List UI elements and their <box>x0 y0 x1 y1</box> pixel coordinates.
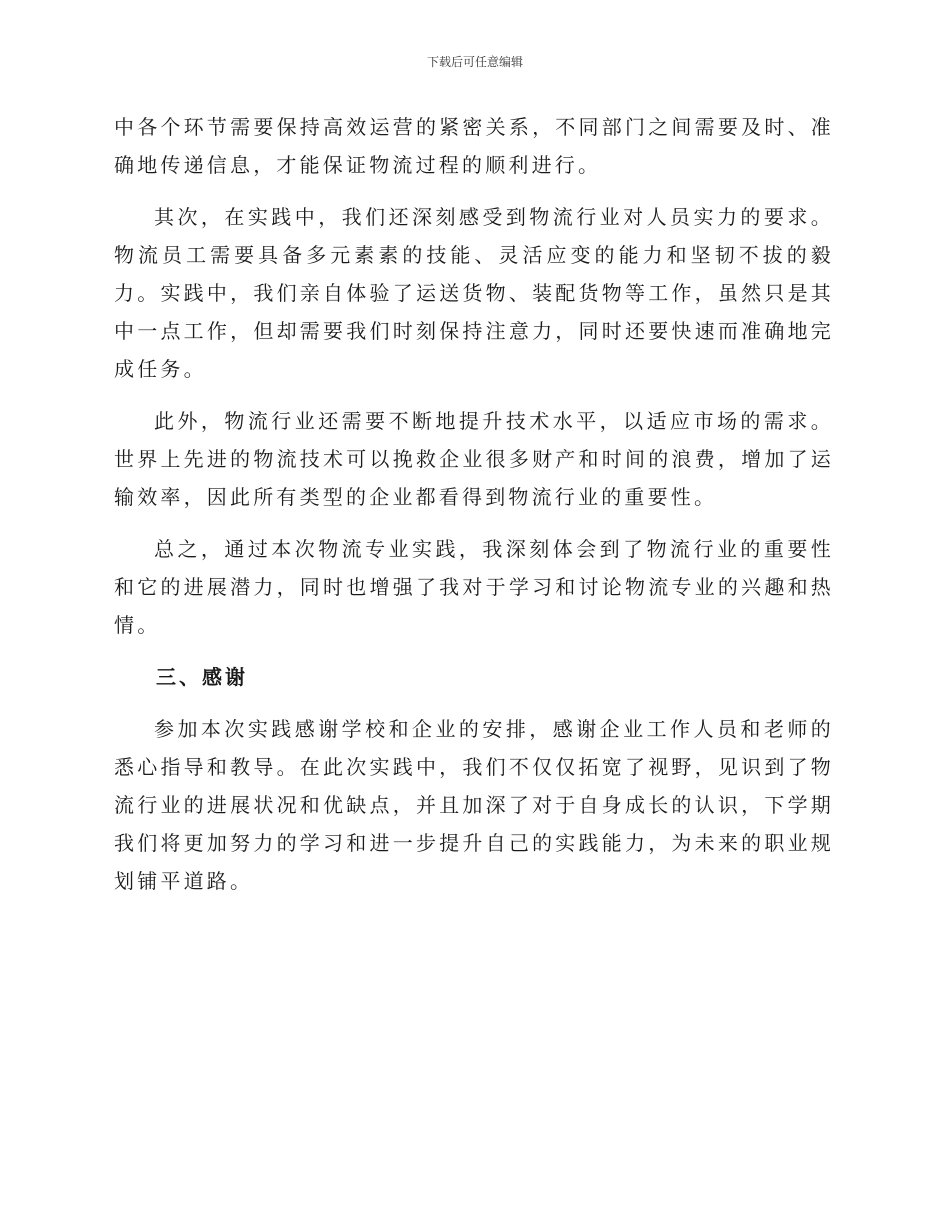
section-heading-thanks: 三、感谢 <box>156 665 248 689</box>
document-body <box>114 108 834 914</box>
paragraph-technology: 此外，物流行业还需要不断地提升技术水平，以适应市场的需求。世界上先进的物流技术可以挽救企业很多财产和时间的浪费，增加了运输效率，因此所有类型的企业都看得到物流行业的重要性。 <box>114 409 834 509</box>
paragraph-conclusion: 总之，通过本次物流专业实践，我深刻体会到了物流行业的重要性和它的进展潜力，同时也增强了我对于学习和讨论物流专业的兴趣和热情。 <box>114 537 834 637</box>
paragraph-thanks: 参加本次实践感谢学校和企业的安排，感谢企业工作人员和老师的悉心指导和教导。在此次实践中，我们不仅仅拓宽了视野，见识到了物流行业的进展状况和优缺点，并且加深了对于自身成长的认识，下学期我们将更加努力的学习和进一步提升自己的实践能力，为未来的职业规划铺平道路。 <box>114 717 834 893</box>
page-header: 下载后可任意编辑 <box>426 55 523 69</box>
paragraph-staff-skills: 其次，在实践中，我们还深刻感受到物流行业对人员实力的要求。物流员工需要具备多元素素的技能、灵活应变的能力和坚韧不拔的毅力。实践中，我们亲自体验了运送货物、装配货物等工作，虽然只是其中一点工作，但却需要我们时刻保持注意力，同时还要快速而准确地完成任务。 <box>114 205 834 381</box>
paragraph-continuation: 中各个环节需要保持高效运营的紧密关系，不同部门之间需要及时、准确地传递信息，才能保证物流过程的顺利进行。 <box>114 115 834 177</box>
